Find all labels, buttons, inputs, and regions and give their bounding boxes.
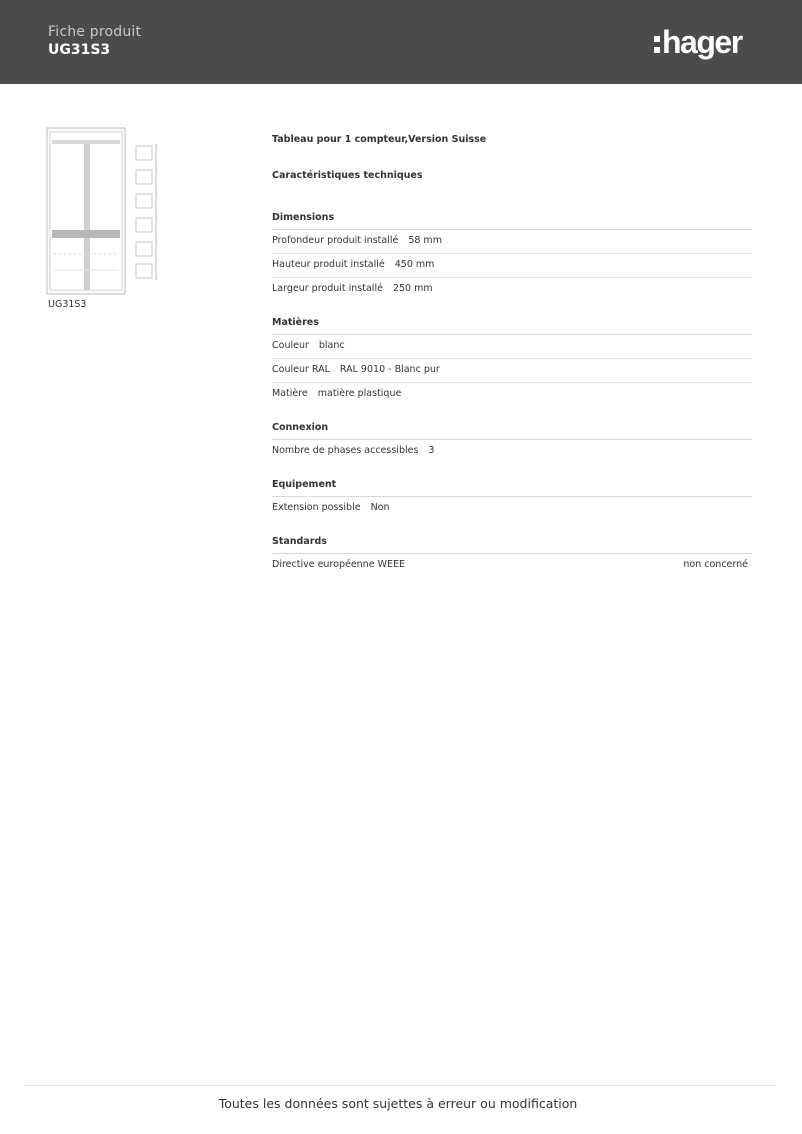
section-title: Matières: [272, 316, 752, 335]
section-title: Dimensions: [272, 211, 752, 230]
doc-type-label: Fiche produit: [48, 24, 142, 40]
spec-row: [272, 359, 752, 383]
spec-row: [272, 278, 752, 301]
footer-divider: [24, 1085, 776, 1086]
spec-value: RAL 9010 - Blanc pur: [339, 364, 440, 375]
logo-wordmark: hager: [662, 24, 742, 60]
spec-row: [272, 254, 752, 278]
spec-row: [272, 230, 752, 254]
product-details: [272, 133, 752, 592]
section-connection: [272, 421, 752, 463]
spec-label: Couleur: [272, 340, 309, 351]
spec-label: Nombre de phases accessibles: [272, 445, 419, 456]
spec-row: [272, 335, 752, 359]
spec-label: Largeur produit installé: [272, 283, 383, 294]
specs-heading: Caractéristiques techniques: [272, 170, 423, 181]
hager-logo: [654, 22, 742, 62]
spec-row: [272, 554, 752, 577]
section-equipment: [272, 478, 752, 520]
section-title: Connexion: [272, 421, 752, 440]
spec-row: [272, 383, 752, 406]
spec-value: matière plastique: [317, 388, 402, 399]
section-dimensions: [272, 211, 752, 301]
product-reference: UG31S3: [48, 42, 111, 58]
section-materials: [272, 316, 752, 406]
spec-label: Matière: [272, 388, 308, 399]
spec-value: Non: [370, 502, 390, 513]
spec-label: Directive européenne WEEE: [272, 559, 405, 570]
spec-label: Extension possible: [272, 502, 361, 513]
spec-label: Profondeur produit installé: [272, 235, 399, 246]
image-caption: UG31S3: [48, 299, 87, 310]
spec-label: Hauteur produit installé: [272, 259, 385, 270]
section-standards: [272, 535, 752, 577]
logo-colon-icon: [654, 36, 660, 53]
spec-value: non concerné: [683, 559, 748, 570]
spec-value: 3: [428, 445, 435, 456]
spec-row: [272, 497, 752, 520]
spec-value: blanc: [318, 340, 345, 351]
page-header: [0, 0, 802, 84]
section-title: Equipement: [272, 478, 752, 497]
product-title: Tableau pour 1 compteur,Version Suisse: [272, 134, 487, 145]
footer-disclaimer: Toutes les données sont sujettes à erreur ou modification: [218, 1096, 578, 1111]
spec-label: Couleur RAL: [272, 364, 330, 375]
spec-row: [272, 440, 752, 463]
spec-value: 450 mm: [394, 259, 435, 270]
section-title: Standards: [272, 535, 752, 554]
spec-value: 250 mm: [392, 283, 433, 294]
spec-value: 58 mm: [408, 235, 442, 246]
product-image: [46, 126, 162, 296]
